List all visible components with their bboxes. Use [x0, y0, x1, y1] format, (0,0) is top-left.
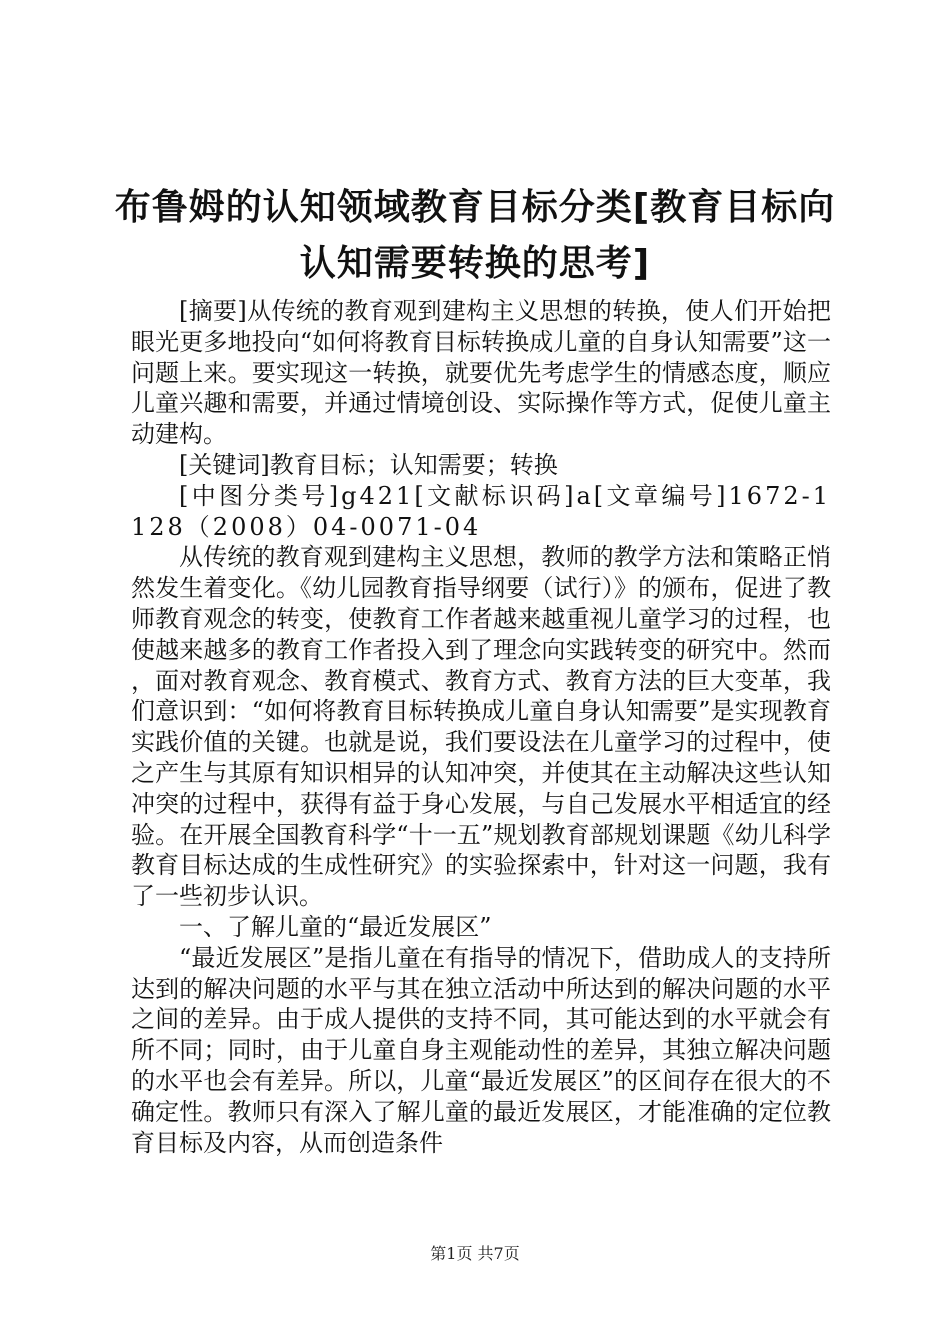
section-heading-1: 一、了解儿童的“最近发展区”	[179, 912, 492, 941]
keywords-paragraph: [关键词]教育目标；认知需要；转换	[179, 450, 558, 479]
document-body	[131, 296, 831, 1158]
document-title-line-2: 认知需要转换的思考]	[299, 243, 651, 284]
page-number-footer: 第1页 共7页	[430, 1244, 520, 1263]
body-paragraph-1: 从传统的教育观到建构主义思想，教师的教学方法和策略正悄然发生着变化。《幼儿园教育指导纲要（试行）》的颁布，促进了教师教育观念的转变，使教育工作者越来越重视儿童学习的过程，也使越来越多的教育工作者投入到了理念向实践转变的研究中。然而，面对教育观念、教育模式、教育方式、教育方法的巨大变革，我们意识到：“如何将教育目标转换成儿童自身认知需要”是实现教育实践价值的关键。也就是说，我们要设法在儿童学习的过程中，使之产生与其原有知识相异的认知冲突，并使其在主动解决这些认知冲突的过程中，获得有益于身心发展，与自己发展水平相适宜的经验。在开展全国教育科学“十一五”规划教育部规划课题《幼儿科学教育目标达成的生成性研究》的实验探索中，针对这一问题，我有了一些初步认识。	[131, 543, 831, 911]
document-title-line-1: 布鲁姆的认知领域教育目标分类[教育目标向	[114, 187, 836, 228]
body-paragraph-2: “最近发展区”是指儿童在有指导的情况下，借助成人的支持所达到的解决问题的水平与其在独立活动中所达到的解决问题的水平之间的差异。由于成人提供的支持不同，其可能达到的水平就会有所不同；同时，由于儿童自身主观能动性的差异，其独立解决问题的水平也会有差异。所以，儿童“最近发展区”的区间存在很大的不确定性。教师只有深入了解儿童的最近发展区，才能准确的定位教育目标及内容，从而创造条件	[131, 943, 831, 1157]
classification-paragraph: [中图分类号]g421[文献标识码]a[文章编号]1672-1128（2008）04-0071-04	[131, 481, 831, 541]
abstract-paragraph: [摘要]从传统的教育观到建构主义思想的转换，使人们开始把眼光更多地投向“如何将教育目标转换成儿童的自身认知需要”这一问题上来。要实现这一转换，就要优先考虑学生的情感态度，顺应儿童兴趣和需要，并通过情境创设、实际操作等方式，促使儿童主动建构。	[131, 297, 831, 449]
